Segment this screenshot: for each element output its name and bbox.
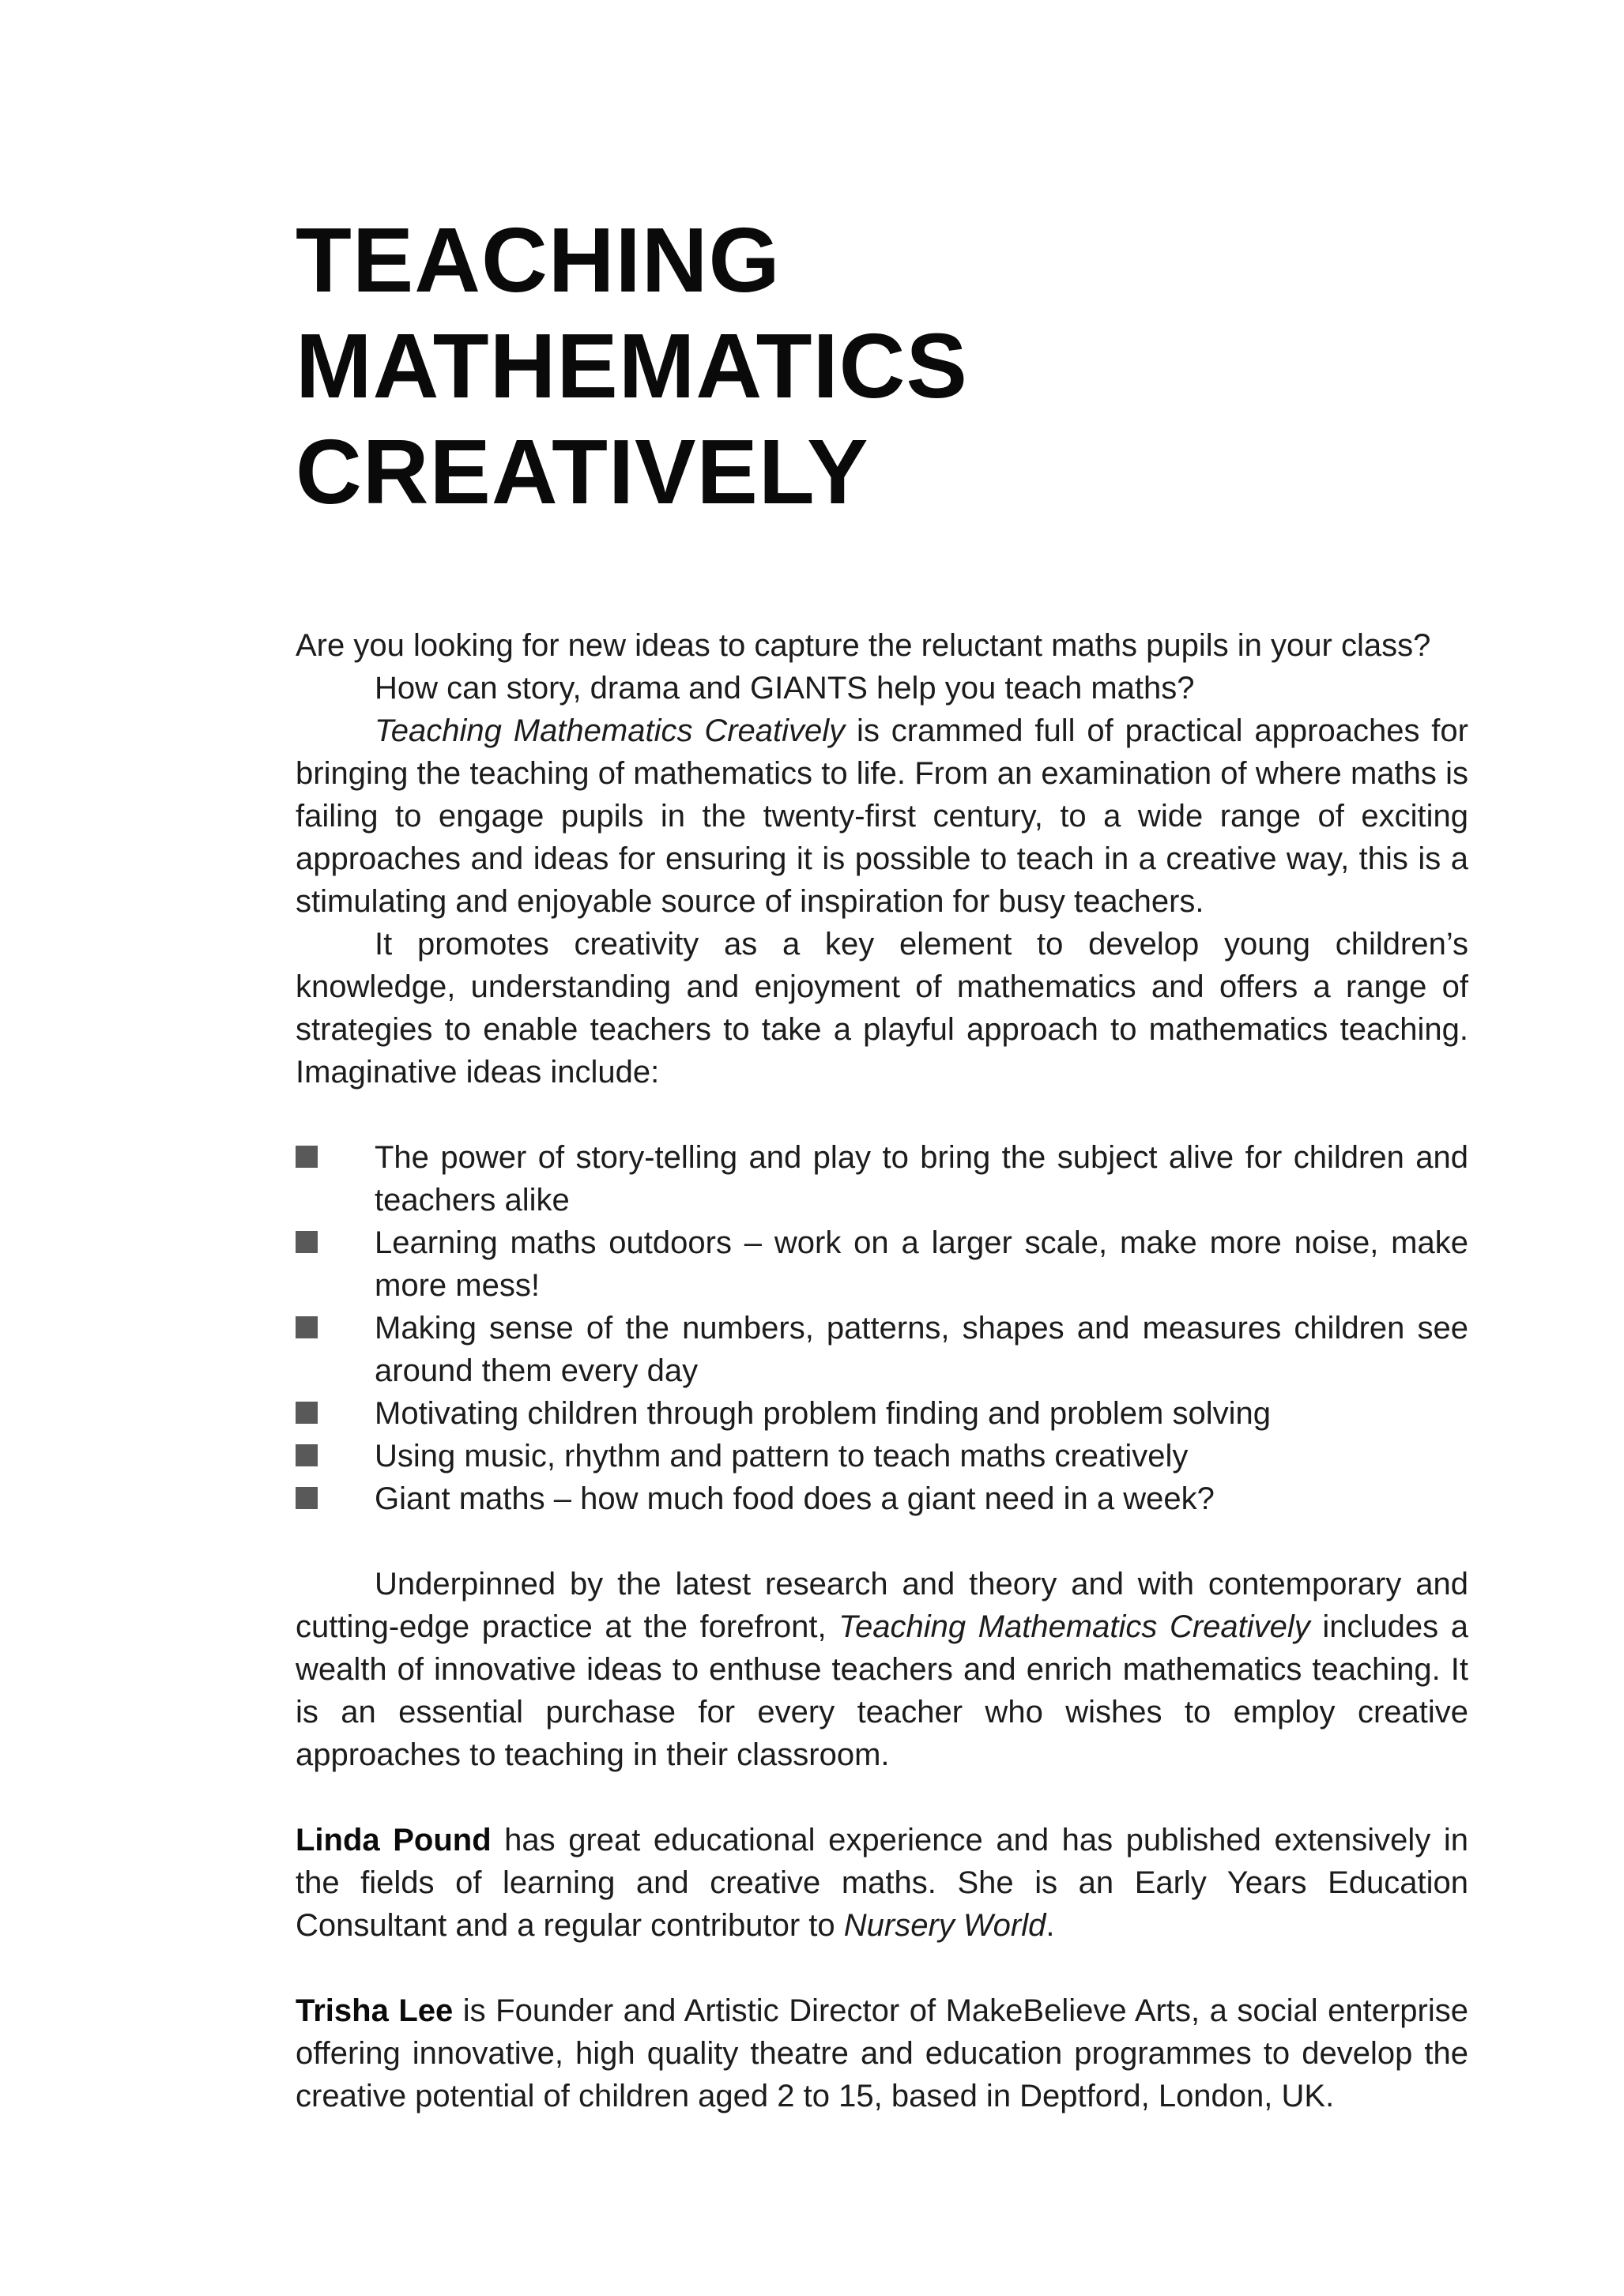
intro-paragraph-1 bbox=[296, 710, 1468, 923]
intro-paragraph-1-text: is crammed full of practical approaches for bringing the teaching of mathematics to life. From an examination of where maths is failing to engage pupils in the twenty-first century, to a wide range of exciting approaches and ideas for ensuring it is possible to teach in a creative way, this is a stimulating and enjoyable source of inspiration for busy teachers. bbox=[296, 713, 1468, 919]
list-item bbox=[296, 1221, 1468, 1307]
square-bullet-icon bbox=[296, 1402, 318, 1424]
author-bio-text: is Founder and Artistic Director of MakeBelieve Arts, a social enterprise offering innovative, high quality theatre and education programmes to develop the creative potential of children aged 2 to 15, based in Deptford, London, UK. bbox=[296, 1993, 1468, 2113]
blurb bbox=[296, 624, 1468, 2117]
book-title-inline: Teaching Mathematics Creatively bbox=[838, 1609, 1310, 1644]
author-bio-linda-pound bbox=[296, 1819, 1468, 1947]
square-bullet-icon bbox=[296, 1487, 318, 1509]
book-title-inline: Teaching Mathematics Creatively bbox=[375, 713, 846, 748]
closing-paragraph bbox=[296, 1563, 1468, 1776]
book-title-line-2: CREATIVELY bbox=[296, 420, 869, 523]
list-item bbox=[296, 1477, 1468, 1520]
square-bullet-icon bbox=[296, 1316, 318, 1338]
author-name: Trisha Lee bbox=[296, 1993, 454, 2028]
spacer bbox=[296, 1947, 1468, 1989]
ideas-list bbox=[296, 1136, 1468, 1520]
spacer bbox=[296, 1520, 1468, 1563]
author-bio-trisha-lee bbox=[296, 1989, 1468, 2117]
closing-text-2: includes a wealth of innovative ideas to enthuse teachers and enrich mathematics teaching. It is an essential purchase for every teacher who wishes to employ creative approaches to teaching in their classroom. bbox=[296, 1609, 1468, 1772]
square-bullet-icon bbox=[296, 1231, 318, 1253]
list-item bbox=[296, 1392, 1468, 1435]
list-item bbox=[296, 1435, 1468, 1477]
book-title-line-1: TEACHING MATHEMATICS bbox=[296, 209, 968, 417]
list-item-text: Using music, rhythm and pattern to teach maths creatively bbox=[375, 1439, 1189, 1474]
square-bullet-icon bbox=[296, 1444, 318, 1466]
list-item bbox=[296, 1136, 1468, 1221]
list-item bbox=[296, 1307, 1468, 1392]
list-item-text: Motivating children through problem finding and problem solving bbox=[375, 1396, 1271, 1431]
closing-text-1: Underpinned by the latest research and theory and with contemporary and cutting-edge practice at the forefront, bbox=[296, 1567, 1468, 1644]
list-item-text: Learning maths outdoors – work on a larger scale, make more noise, make more mess! bbox=[375, 1225, 1468, 1303]
author-name: Linda Pound bbox=[296, 1823, 492, 1858]
spacer bbox=[296, 1093, 1468, 1136]
list-item-text: Giant maths – how much food does a giant need in a week? bbox=[375, 1481, 1215, 1516]
square-bullet-icon bbox=[296, 1146, 318, 1168]
list-item-text: The power of story-telling and play to bring the subject alive for children and teachers alike bbox=[375, 1140, 1468, 1218]
list-item-text: Making sense of the numbers, patterns, shapes and measures children see around them every day bbox=[375, 1311, 1468, 1388]
intro-paragraph-2: It promotes creativity as a key element to develop young children’s knowledge, understanding and enjoyment of mathematics and offers a range of strategies to enable teachers to take a playful approach to mathematics teaching. Imaginative ideas include: bbox=[296, 927, 1468, 1090]
intro-question-2: How can story, drama and GIANTS help you teach maths? bbox=[375, 671, 1195, 706]
author-bio-text: has great educational experience and has published extensively in the fields of learning and creative maths. She is an Early Years Education Consultant and a regular contributor to bbox=[296, 1823, 1468, 1943]
book-title bbox=[296, 207, 1468, 525]
publication-title: Nursery World bbox=[843, 1908, 1046, 1943]
intro-question-1: Are you looking for new ideas to capture the reluctant maths pupils in your class? bbox=[296, 628, 1431, 663]
author-bio-end: . bbox=[1046, 1908, 1055, 1943]
spacer bbox=[296, 1776, 1468, 1819]
